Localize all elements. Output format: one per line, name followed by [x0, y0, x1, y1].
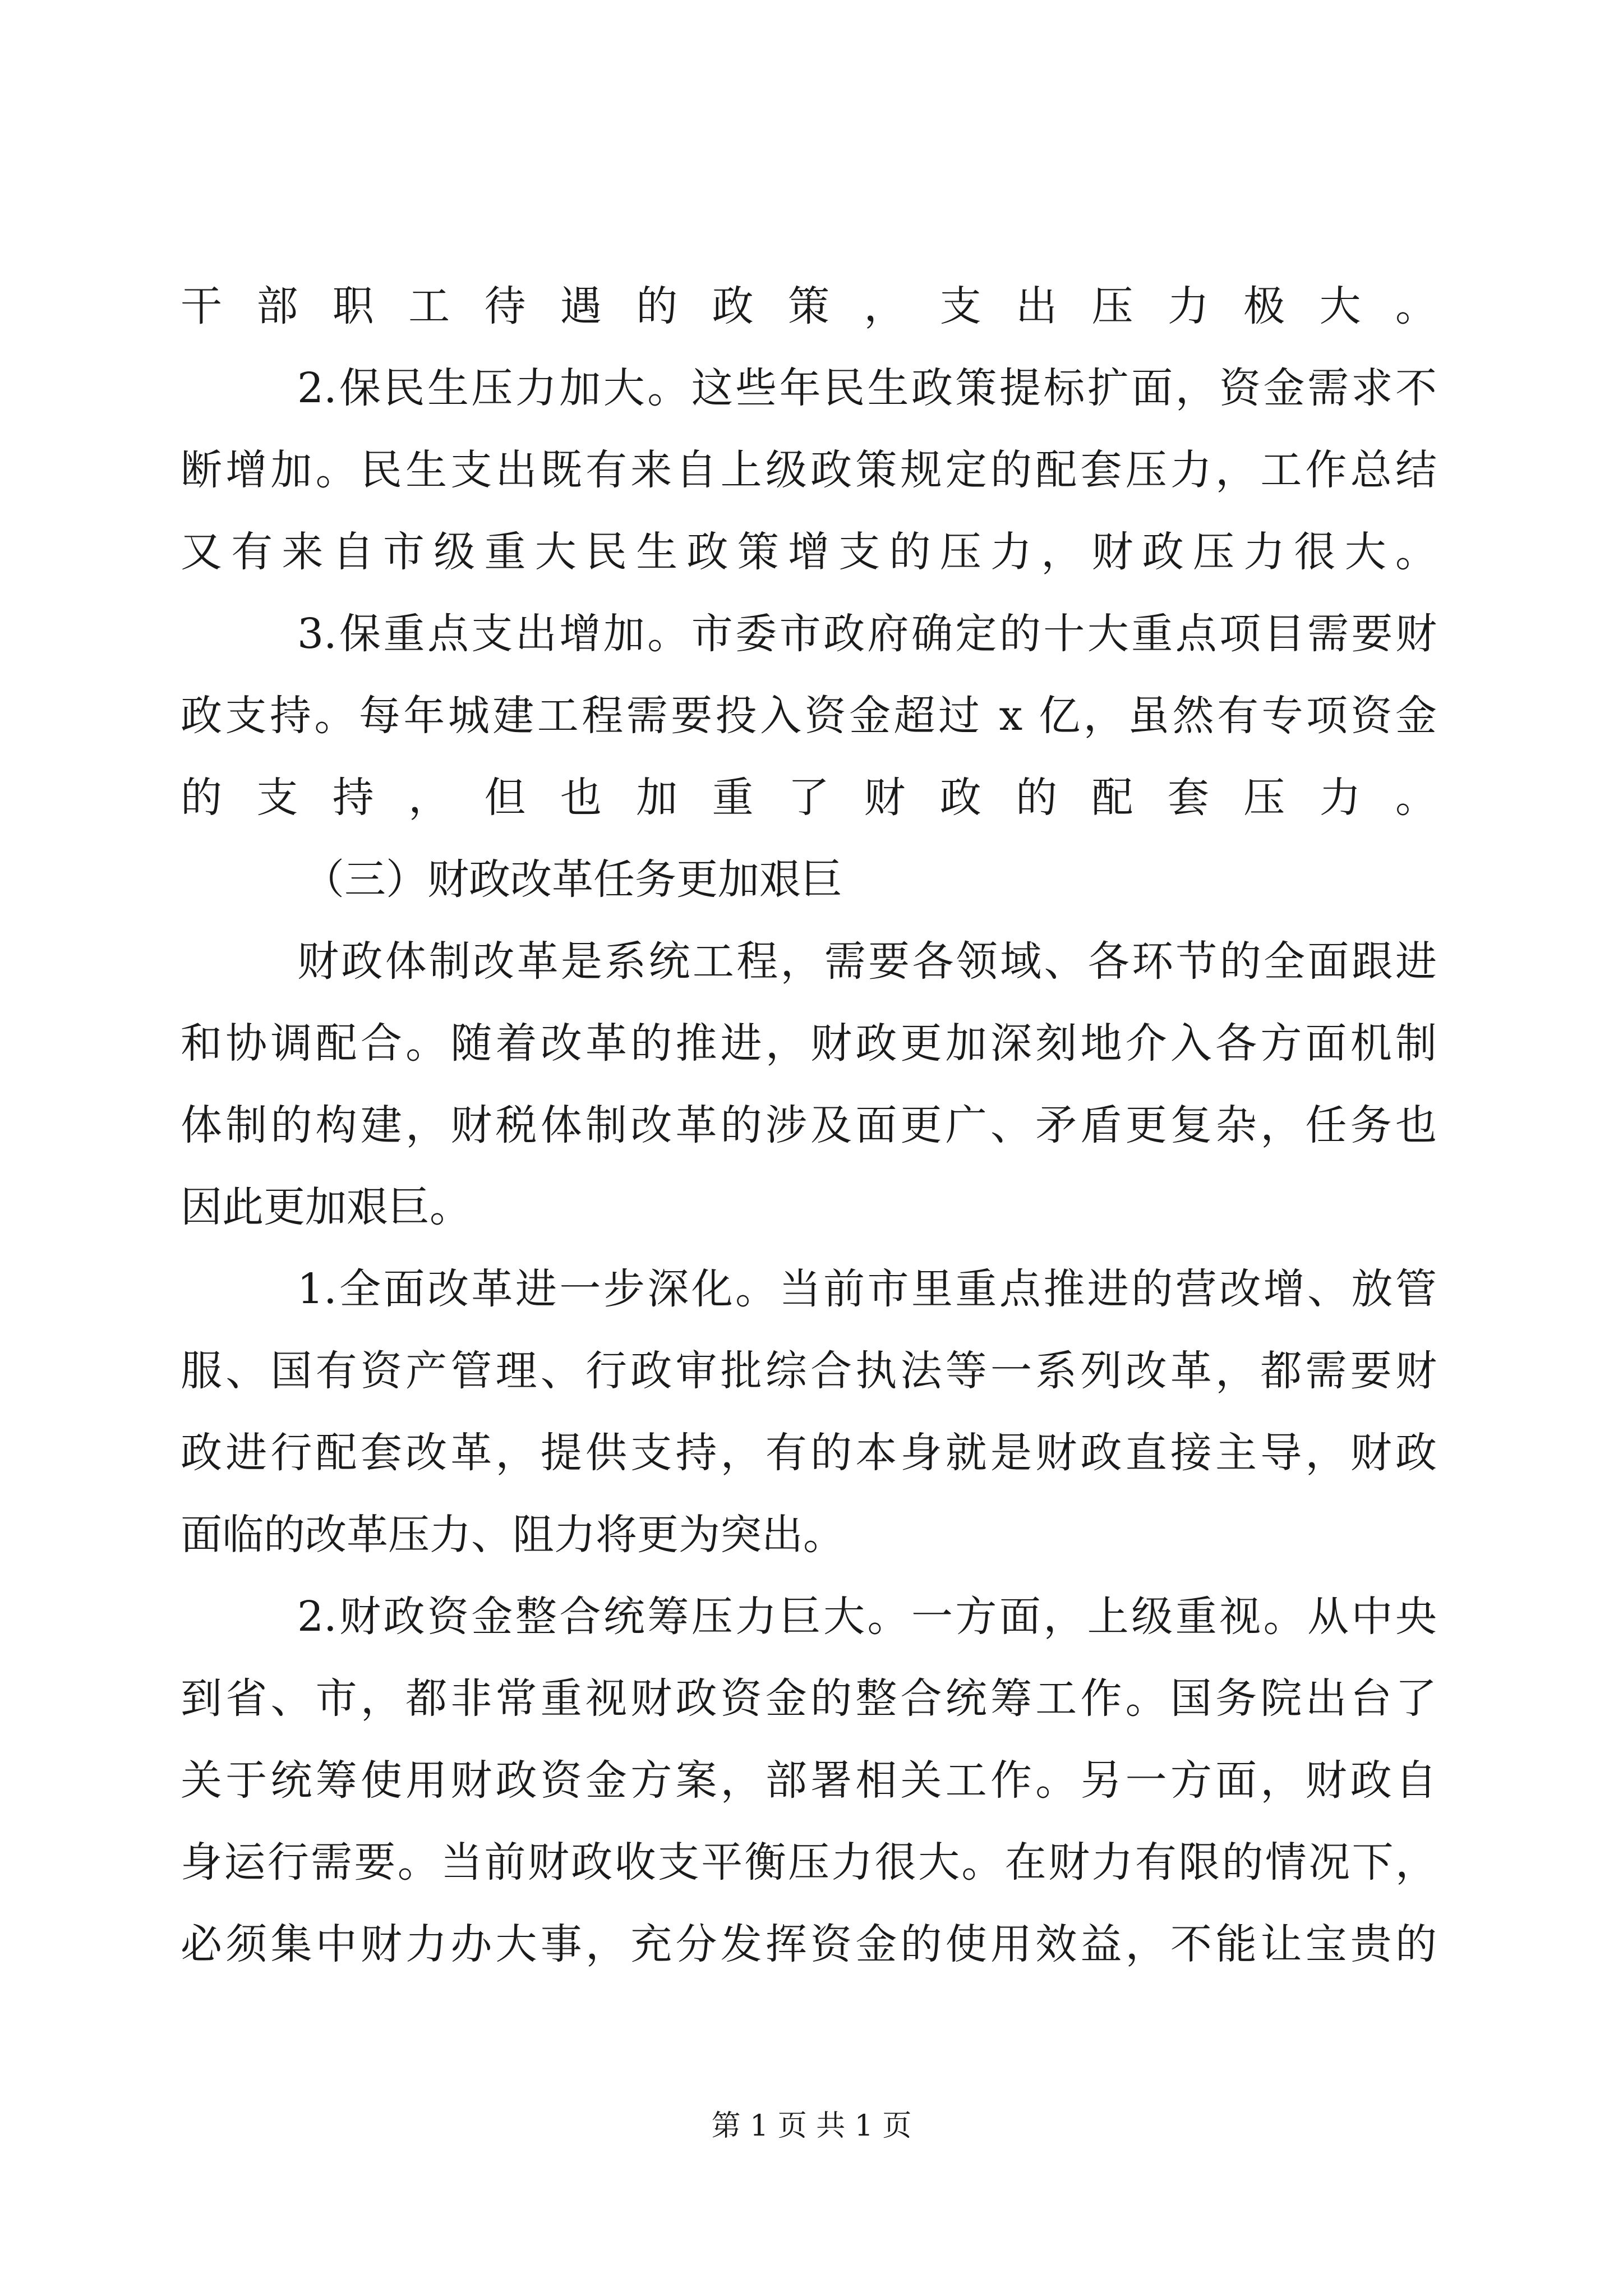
text-line: 政进行配套改革，提供支持，有的本身就是财政直接主导，财政	[181, 1429, 1437, 1477]
text-line: 面临的改革压力、阻力将更为突出。	[181, 1511, 845, 1559]
text-line: 2.保民生压力加大。这些年民生政策提标扩面，资金需求不	[297, 364, 1437, 412]
text-line: 2.财政资金整合统筹压力巨大。一方面，上级重视。从中央	[297, 1593, 1437, 1641]
text-line: 体制的构建，财税体制改革的涉及面更广、矛盾更复杂，任务也	[181, 1101, 1437, 1149]
text-line: 关于统筹使用财政资金方案，部署相关工作。另一方面，财政自	[181, 1756, 1437, 1805]
text-line: 财政体制改革是系统工程，需要各领域、各环节的全面跟进	[297, 937, 1437, 986]
text-line: 的支持，但也加重了财政的配套压力。	[181, 774, 1437, 822]
text-line: 必须集中财力办大事，充分发挥资金的使用效益，不能让宝贵的	[181, 1920, 1437, 1968]
text-line: 因此更加艰巨。	[181, 1183, 471, 1231]
text-line: 1.全面改革进一步深化。当前市里重点推进的营改增、放管	[297, 1265, 1437, 1313]
page-footer: 第 1 页 共 1 页	[711, 2109, 912, 2143]
text-line: 身运行需要。当前财政收支平衡压力很大。在财力有限的情况下，	[181, 1838, 1437, 1887]
text-line: 干部职工待遇的政策，支出压力极大。	[181, 282, 1437, 330]
text-line: 和协调配合。随着改革的推进，财政更加深刻地介入各方面机制	[181, 1019, 1437, 1068]
text-line: 断增加。民生支出既有来自上级政策规定的配套压力，工作总结	[181, 446, 1437, 494]
text-line: 政支持。每年城建工程需要投入资金超过 x 亿，虽然有专项资金	[181, 692, 1437, 740]
section-heading: （三）财政改革任务更加艰巨	[303, 855, 842, 904]
text-line: 3.保重点支出增加。市委市政府确定的十大重点项目需要财	[297, 610, 1437, 658]
text-line: 又有来自市级重大民生政策增支的压力，财政压力很大。	[181, 528, 1437, 576]
text-line: 服、国有资产管理、行政审批综合执法等一系列改革，都需要财	[181, 1347, 1437, 1395]
text-line: 到省、市，都非常重视财政资金的整合统筹工作。国务院出台了	[181, 1674, 1437, 1723]
